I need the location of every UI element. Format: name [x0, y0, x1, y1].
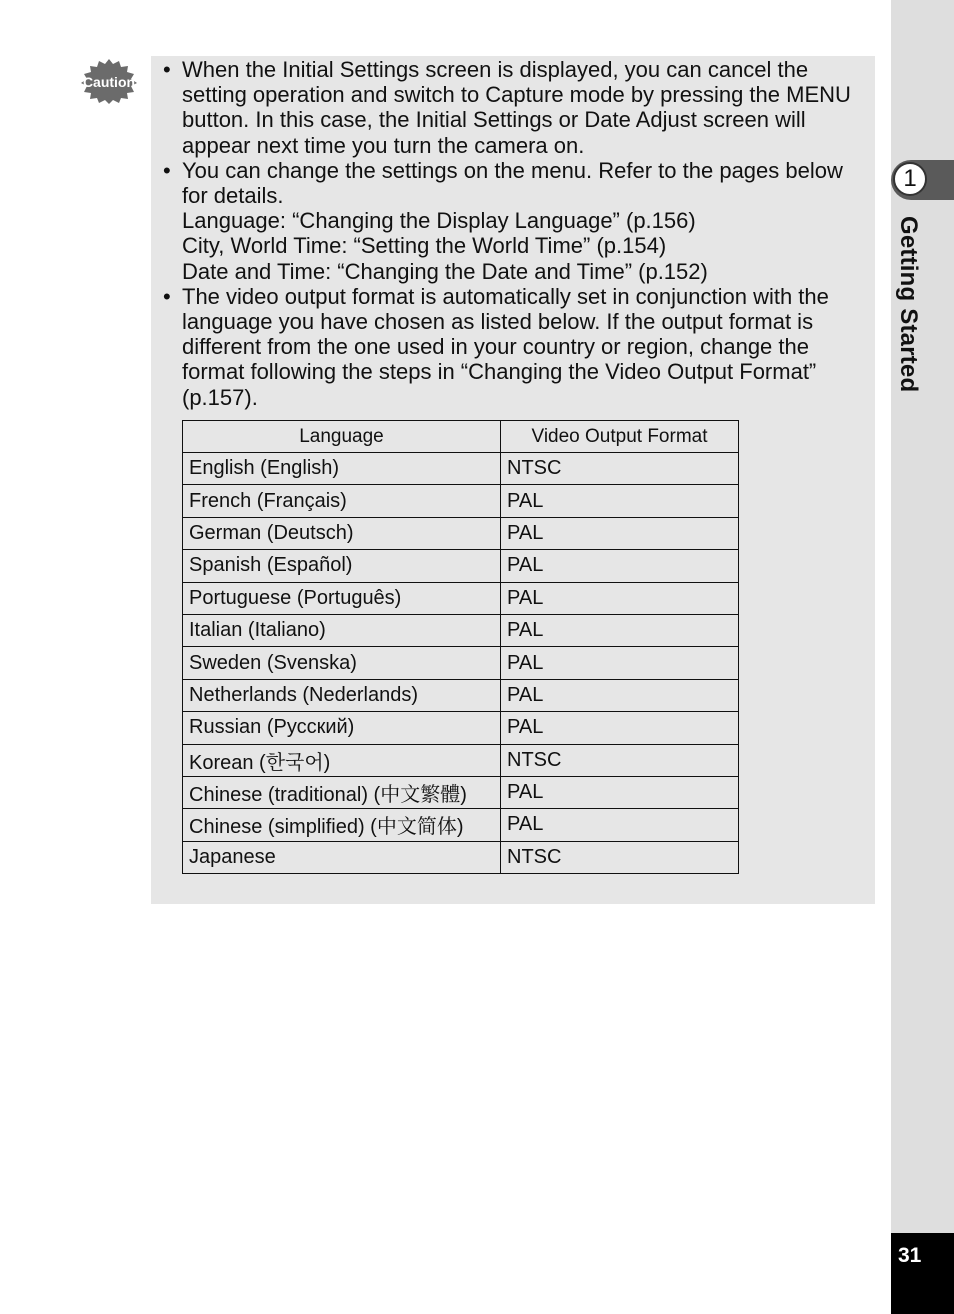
format-cell: PAL: [501, 517, 739, 549]
language-cell: Portuguese (Português): [183, 582, 501, 614]
table-row: [183, 776, 739, 808]
format-cell: PAL: [501, 679, 739, 711]
bullet-item: [160, 158, 872, 284]
header-language: Language: [183, 421, 501, 453]
table-row: [183, 550, 739, 582]
page-number: 31: [898, 1244, 922, 1267]
chapter-number: 1: [893, 162, 927, 196]
language-cell: Russian (Русский): [183, 712, 501, 744]
bullet-item: [160, 57, 872, 158]
table-row: [183, 647, 739, 679]
format-cell: PAL: [501, 485, 739, 517]
table-row: [183, 517, 739, 549]
reference-line: City, World Time: “Setting the World Time” (p.154): [182, 233, 667, 259]
language-cell: Italian (Italiano): [183, 614, 501, 646]
format-cell: PAL: [501, 550, 739, 582]
language-cell: Sweden (Svenska): [183, 647, 501, 679]
table-row: [183, 582, 739, 614]
table-row: [183, 453, 739, 485]
format-cell: PAL: [501, 712, 739, 744]
language-cell: Korean (한국어): [183, 744, 501, 776]
format-cell: PAL: [501, 809, 739, 841]
language-cell: German (Deutsch): [183, 517, 501, 549]
table-header-row: [183, 421, 739, 453]
format-cell: PAL: [501, 647, 739, 679]
language-cell: Chinese (traditional) (中文繁體): [183, 776, 501, 808]
reference-list: [182, 208, 872, 284]
table-row: [183, 485, 739, 517]
bullet-text: The video output format is automatically set in conjunction with the language you have chosen as listed below. If the output format is different from the one used in your country or region, change the format following the steps in “Changing the Video Output Format” (p.157).: [182, 283, 829, 410]
format-cell: PAL: [501, 582, 739, 614]
language-cell: English (English): [183, 453, 501, 485]
video-format-table: [182, 420, 739, 874]
table-row: [183, 679, 739, 711]
bullet-text: When the Initial Settings screen is displayed, you can cancel the setting operation and switch to Capture mode by pressing the MENU button. In this case, the Initial Settings or Date Adjust screen will appear next time you turn the camera on.: [182, 57, 851, 158]
language-cell: French (Français): [183, 485, 501, 517]
language-cell: Netherlands (Nederlands): [183, 679, 501, 711]
reference-line: Date and Time: “Changing the Date and Time” (p.152): [182, 258, 708, 284]
table-row: [183, 712, 739, 744]
table-row: [183, 744, 739, 776]
bullet-item: [160, 284, 872, 410]
format-cell: NTSC: [501, 841, 739, 873]
caution-label: Caution: [82, 74, 136, 90]
table-row: [183, 841, 739, 873]
format-cell: PAL: [501, 776, 739, 808]
chapter-title: Getting Started: [895, 216, 922, 393]
bullet-text: You can change the settings on the menu. Refer to the pages below for details.: [182, 157, 843, 209]
table-row: [183, 809, 739, 841]
language-cell: Japanese: [183, 841, 501, 873]
table-row: [183, 614, 739, 646]
format-cell: NTSC: [501, 453, 739, 485]
header-video-output-format: Video Output Format: [501, 421, 739, 453]
language-cell: Spanish (Español): [183, 550, 501, 582]
format-cell: PAL: [501, 614, 739, 646]
caution-icon: [80, 58, 138, 104]
reference-line: Language: “Changing the Display Language” (p.156): [182, 208, 696, 234]
format-cell: NTSC: [501, 744, 739, 776]
language-cell: Chinese (simplified) (中文简体): [183, 809, 501, 841]
caution-bullet-list: [160, 57, 872, 410]
